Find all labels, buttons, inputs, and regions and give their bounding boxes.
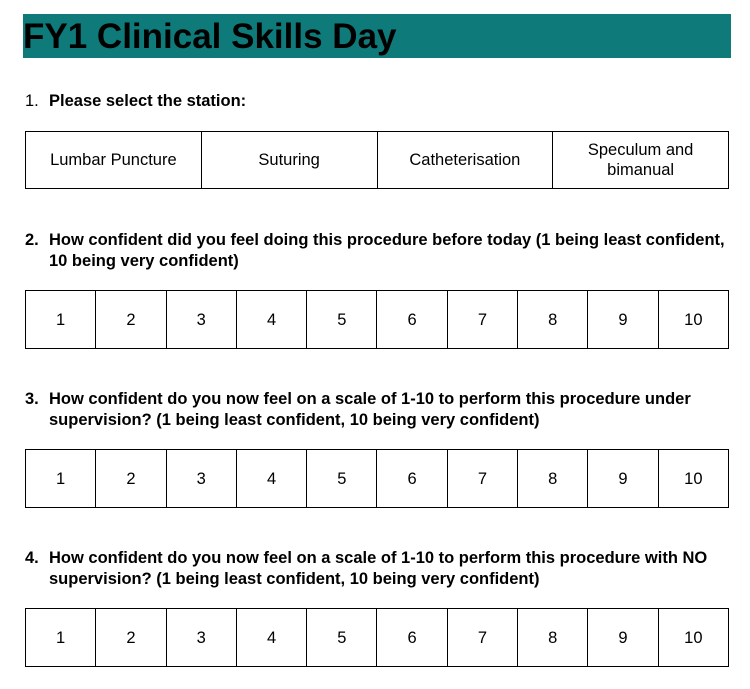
scale-option-4[interactable]: 4 <box>237 609 307 666</box>
question-text: Please select the station: <box>49 92 247 110</box>
scale-option-7[interactable]: 7 <box>448 609 518 666</box>
scale-option-7[interactable]: 7 <box>448 291 518 348</box>
scale-option-10[interactable]: 10 <box>684 469 703 488</box>
option-lumbar-puncture[interactable]: Lumbar Puncture <box>26 132 202 188</box>
page-title: FY1 Clinical Skills Day <box>23 17 397 56</box>
scale-option-6[interactable]: 6 <box>377 450 447 507</box>
scale-option-7[interactable]: 7 <box>448 450 518 507</box>
scale-option-8[interactable]: 8 <box>518 609 588 666</box>
question-2 <box>25 230 730 272</box>
station-options <box>25 131 729 189</box>
scale-option-5[interactable]: 5 <box>307 450 377 507</box>
question-text: How confident do you now feel on a scale of 1-10 to perform this procedure with NO supervision? (1 being least confident, 10 being very confident) <box>49 549 708 588</box>
scale-option-2[interactable]: 2 <box>96 291 166 348</box>
scale-option-5[interactable]: 5 <box>307 609 377 666</box>
scale-option-2[interactable]: 2 <box>96 609 166 666</box>
scale-option-8[interactable]: 8 <box>518 450 588 507</box>
scale-option-9[interactable]: 9 <box>588 450 658 507</box>
question-3 <box>25 389 730 431</box>
question-number: 3. <box>25 390 39 408</box>
scale-option-1[interactable]: 1 <box>26 609 96 666</box>
question-number: 2. <box>25 231 39 249</box>
title-bar <box>23 14 731 58</box>
scale-option-1[interactable]: 1 <box>26 291 96 348</box>
option-catheterisation[interactable]: Catheterisation <box>378 132 554 188</box>
scale-option-5[interactable]: 5 <box>307 291 377 348</box>
scale-option-4[interactable]: 4 <box>237 450 307 507</box>
scale-option-3[interactable]: 3 <box>167 291 237 348</box>
confidence-supervised-scale <box>25 449 729 508</box>
scale-option-10[interactable]: 10 <box>684 310 703 329</box>
scale-option-6[interactable]: 6 <box>377 291 447 348</box>
question-text: How confident did you feel doing this procedure before today (1 being least confident, 10 being very confident) <box>49 231 725 270</box>
confidence-before-scale <box>25 290 729 349</box>
question-1 <box>25 91 730 112</box>
scale-option-6[interactable]: 6 <box>377 609 447 666</box>
option-speculum-and-bimanual[interactable]: Speculum and bimanual <box>587 141 694 179</box>
scale-option-3[interactable]: 3 <box>167 609 237 666</box>
scale-option-9[interactable]: 9 <box>588 291 658 348</box>
confidence-unsupervised-scale <box>25 608 729 667</box>
scale-option-8[interactable]: 8 <box>518 291 588 348</box>
scale-option-2[interactable]: 2 <box>96 450 166 507</box>
question-number: 1. <box>25 92 39 110</box>
scale-option-9[interactable]: 9 <box>588 609 658 666</box>
scale-option-10[interactable]: 10 <box>684 628 703 647</box>
question-4 <box>25 548 730 590</box>
scale-option-1[interactable]: 1 <box>26 450 96 507</box>
scale-option-3[interactable]: 3 <box>167 450 237 507</box>
scale-option-4[interactable]: 4 <box>237 291 307 348</box>
question-number: 4. <box>25 549 39 567</box>
question-text: How confident do you now feel on a scale of 1-10 to perform this procedure under supervision? (1 being least confident, 10 being very confident) <box>49 390 691 429</box>
option-suturing[interactable]: Suturing <box>202 132 378 188</box>
